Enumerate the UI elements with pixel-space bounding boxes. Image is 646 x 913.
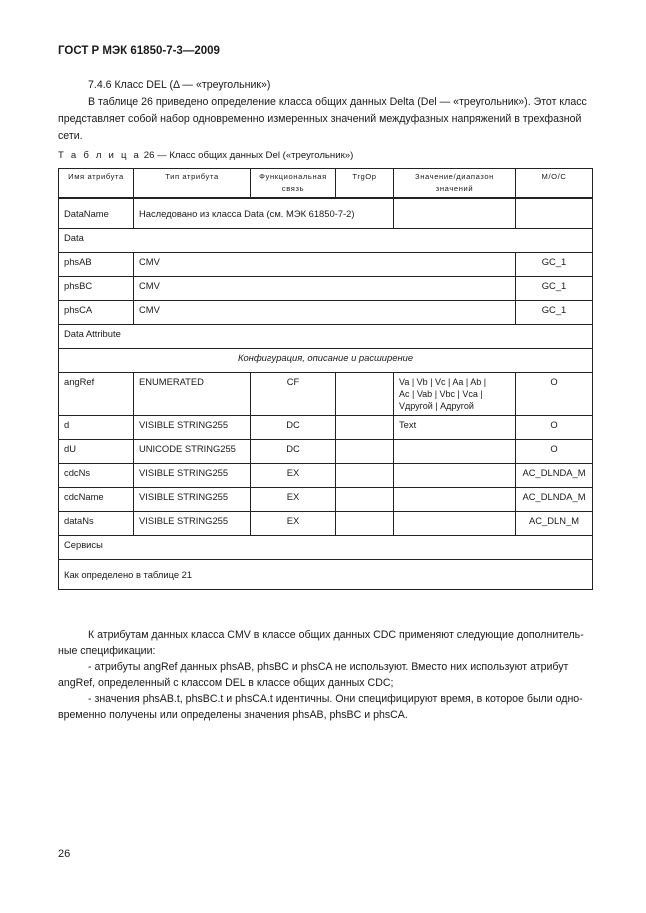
table-row: d VISIBLE STRING255 DC Text O <box>59 415 593 439</box>
header-fc: Функциональная связь <box>251 169 336 199</box>
dataname-row <box>59 198 593 228</box>
after-p3-line-2: временно получены или определены значения phsAB, phsBC и phsCA. <box>58 709 408 721</box>
intro-line-2: представляет собой набор одновременно измеренных значений междуфазных напряжений в трехфазной <box>58 113 582 125</box>
table-caption <box>58 150 353 161</box>
after-p1-line-1: К атрибутам данных класса CMV в классе общих данных CDC применяют следующие дополнитель- <box>88 629 584 641</box>
header-trgop: TrgOp <box>336 169 394 199</box>
header-value: Значение/диапазон значений <box>394 169 516 199</box>
dataname-cell: DataName <box>59 198 134 228</box>
table-row: cdcNs VISIBLE STRING255 EX AC_DLNDA_M <box>59 463 593 487</box>
services-section-row <box>59 535 593 559</box>
table-caption-prefix: Т а б л и ц а <box>58 150 142 161</box>
group-row <box>59 348 593 372</box>
data-section-label: Data <box>59 228 593 252</box>
after-p2-line-1: - атрибуты angRef данных phsAB, phsBC и phsCA не используют. Вместо них используют атрибут <box>88 661 569 673</box>
header-name: Имя атрибута <box>59 169 134 199</box>
services-text-row <box>59 559 593 589</box>
table-row: cdcName VISIBLE STRING255 EX AC_DLNDA_M <box>59 487 593 511</box>
data-section-row <box>59 228 593 252</box>
header-moc: M/O/C <box>516 169 593 199</box>
intro-line-1: В таблице 26 приведено определение класса общих данных Delta (Del — «треугольник»). Этот класс <box>88 96 587 108</box>
table-row: angRef ENUMERATED CF Va | Vb | Vc | Aa | Ab | Ac | Vab | Vbc | Vca | Vдругой | Адругой O <box>59 372 593 415</box>
table-row: dataNs VISIBLE STRING255 EX AC_DLN_M <box>59 511 593 535</box>
angref-values: Va | Vb | Vc | Aa | Ab | Ac | Vab | Vbc | Vca | Vдругой | Адругой <box>394 372 516 415</box>
table-row: phsCA CMV GC_1 <box>59 300 593 324</box>
attr-section-row <box>59 324 593 348</box>
document-header: ГОСТ Р МЭК 61850-7-3—2009 <box>58 45 220 57</box>
services-label: Сервисы <box>59 535 593 559</box>
section-title: 7.4.6 Класс DEL (Δ — «треугольник») <box>88 79 271 91</box>
intro-line-3: сети. <box>58 130 83 142</box>
table-row: phsBC CMV GC_1 <box>59 276 593 300</box>
del-class-table <box>58 168 593 590</box>
services-text: Как определено в таблице 21 <box>59 559 593 589</box>
group-label: Конфигурация, описание и расширение <box>59 348 593 372</box>
after-p1-line-2: ные спецификации: <box>58 645 156 657</box>
attr-section-label: Data Attribute <box>59 324 593 348</box>
header-type: Тип атрибута <box>134 169 251 199</box>
after-p3-line-1: - значения phsAB.t, phsBC.t и phsCA.t идентичны. Они специфицируют время, в которое были одно- <box>88 693 583 705</box>
table-row: dU UNICODE STRING255 DC O <box>59 439 593 463</box>
table-caption-text: 26 — Класс общих данных Del («треугольник») <box>143 150 354 161</box>
table-row: phsAB CMV GC_1 <box>59 252 593 276</box>
table-header-row <box>59 169 593 199</box>
dataname-desc: Наследовано из класса Data (см. МЭК 61850-7-2) <box>134 198 394 228</box>
page-number: 26 <box>58 848 71 860</box>
after-p2-line-2: angRef, определенный с классом DEL в классе общих данных CDC; <box>58 677 394 689</box>
